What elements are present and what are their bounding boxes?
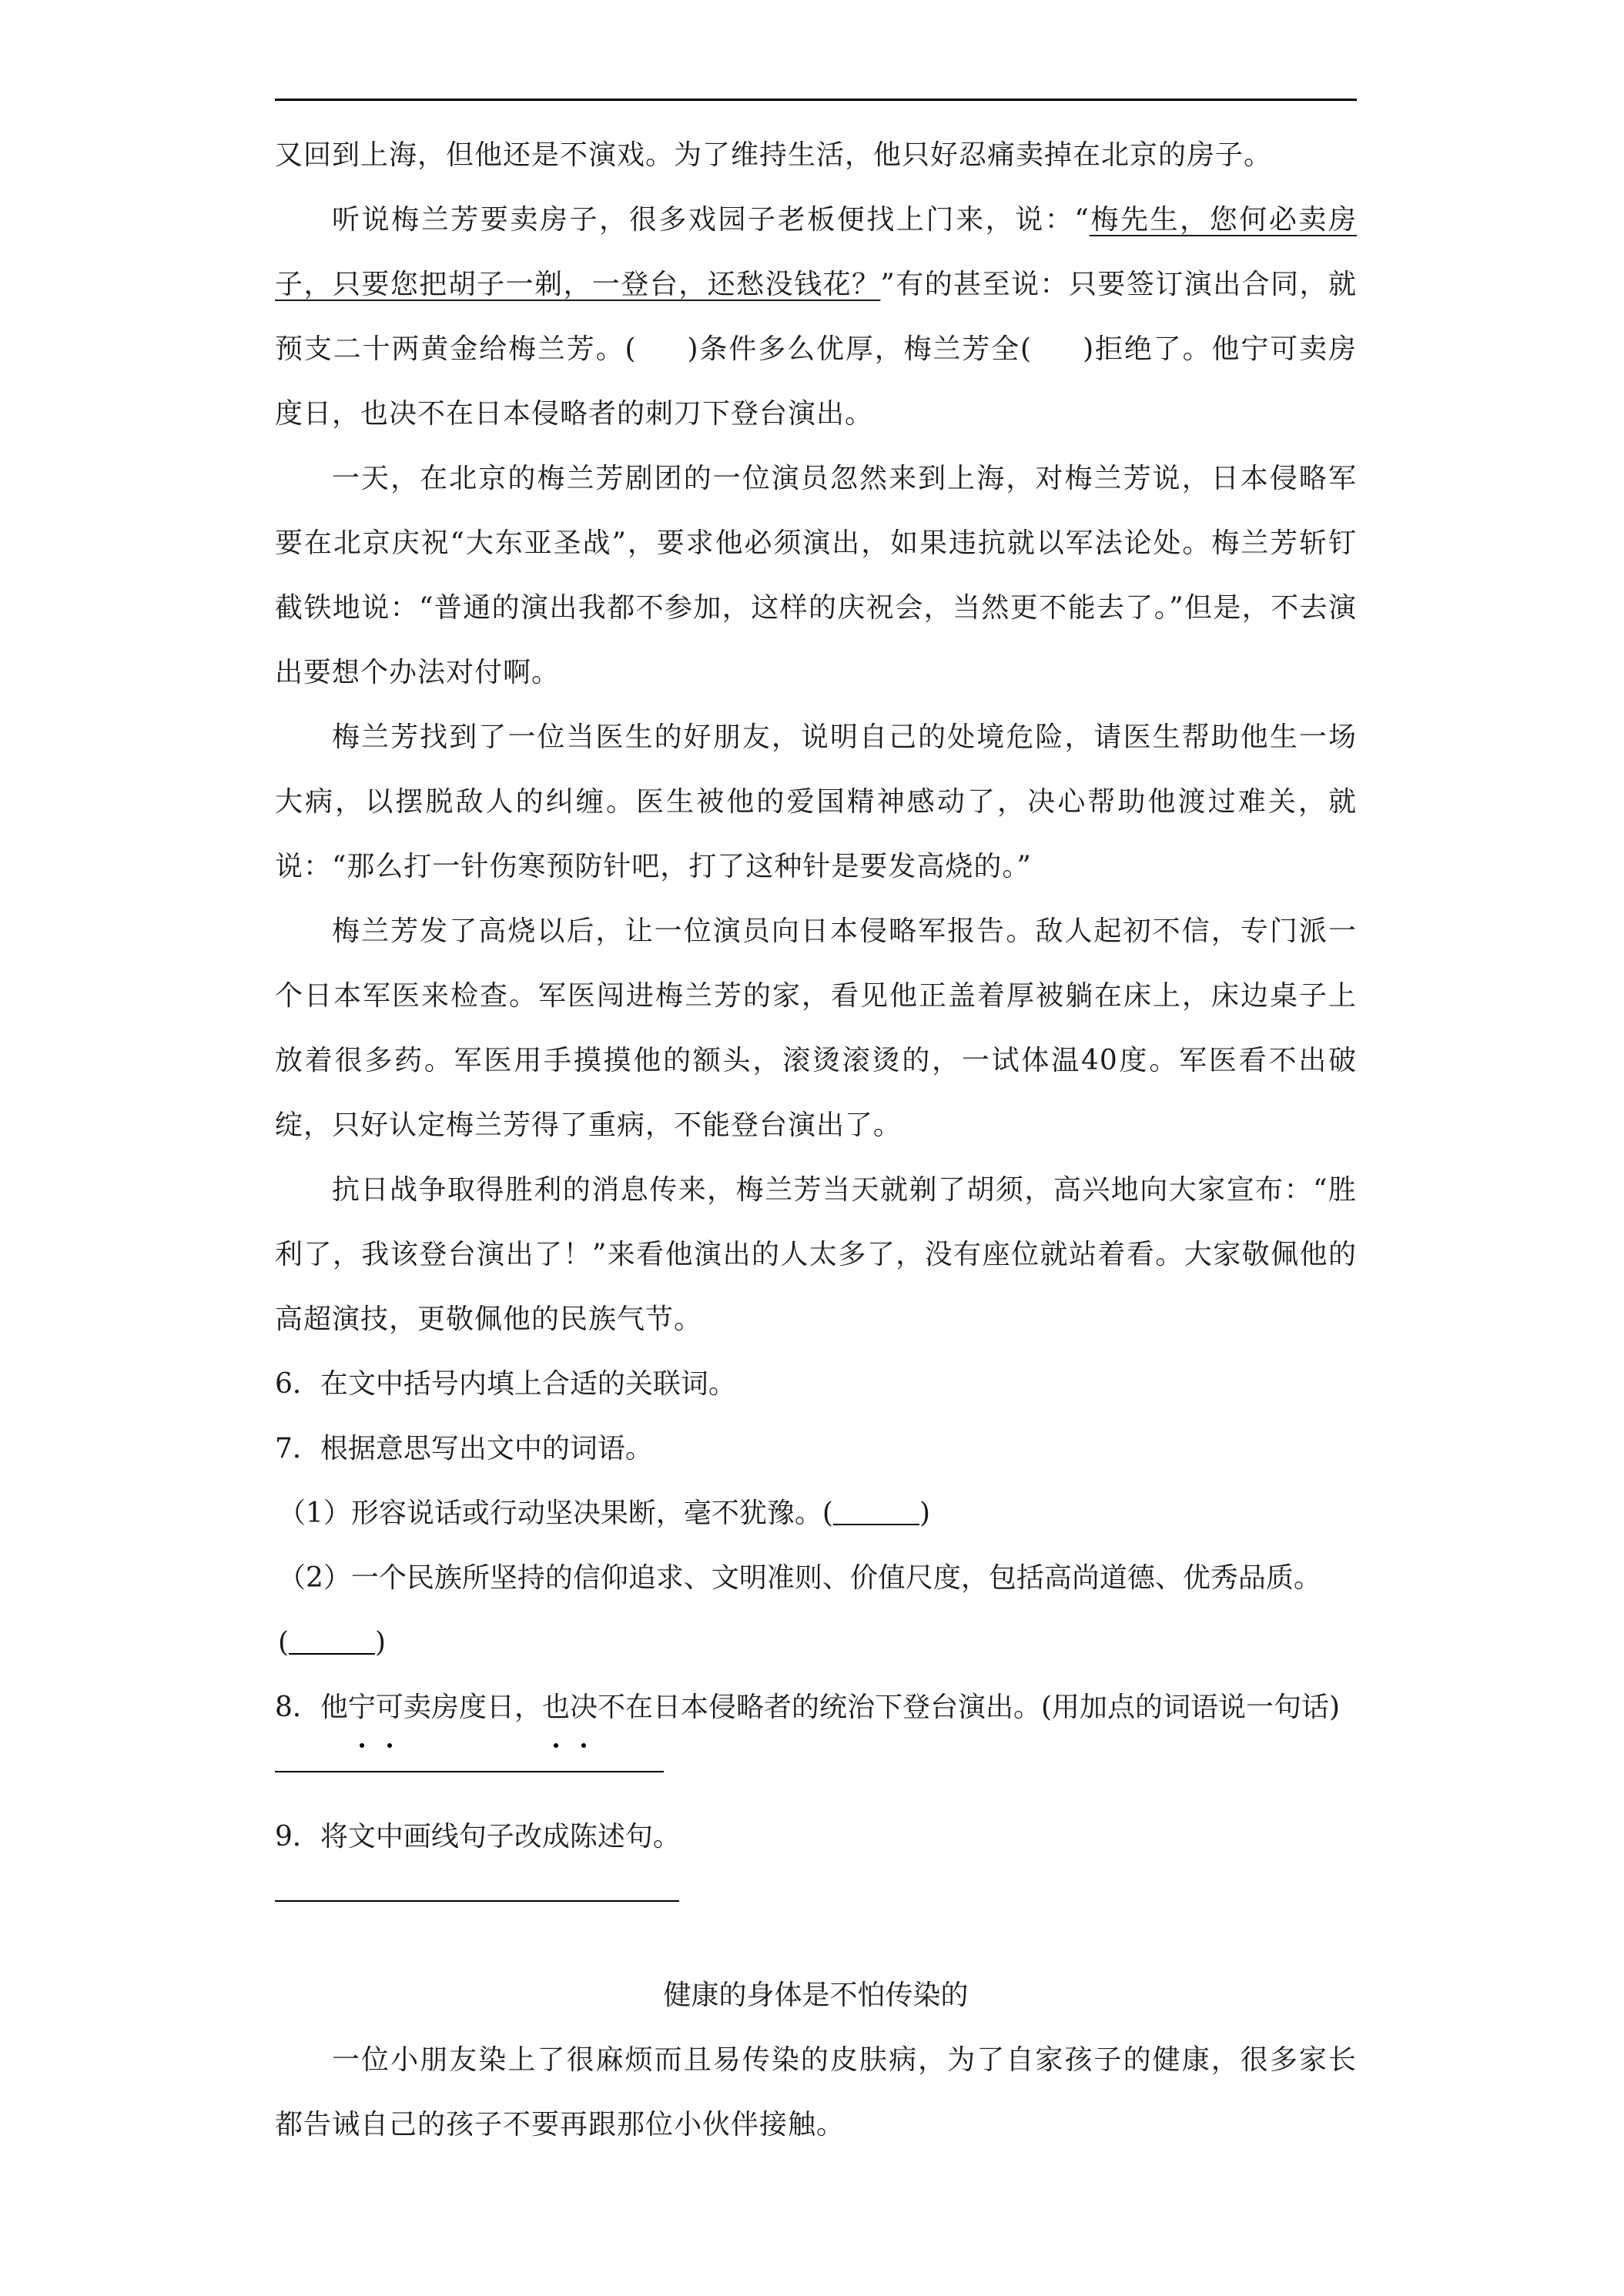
- passage-paragraph-6: 抗日战争取得胜利的消息传来，梅兰芳当天就剃了胡须，高兴地向大家宣布：“胜利了，我该登台演出了！”来看他演出的人太多了，没有座位就站着看。大家敬佩他的高超演技，更敬佩他的民族气节。: [275, 1174, 1357, 1335]
- dotted-char-1: 宁: [348, 1675, 376, 1740]
- q8-prefix: 8．他: [275, 1692, 348, 1723]
- passage-paragraph-3: 一天，在北京的梅兰芳剧团的一位演员忽然来到上海，对梅兰芳说，日本侵略军要在北京庆祝“大东亚圣战”，要求他必须演出，如果违抗就以军法论处。梅兰芳斩钉截铁地说：“普通的演出我都不参加，这样的庆祝会，当然更不能去了。”但是，不去演出要想个办法对付啊。: [275, 463, 1357, 688]
- q7-1-answer-blank[interactable]: [833, 1501, 919, 1525]
- q7-2-close: ): [375, 1627, 387, 1658]
- dotted-char-3: 也: [542, 1675, 570, 1740]
- p2-text-b: ”有的甚至说：只要签订演出合同，就预支二十两黄金给梅兰芳。(: [275, 269, 1357, 365]
- question-8: [275, 1675, 1357, 1740]
- q7-2-answer-blank[interactable]: [289, 1630, 375, 1655]
- q7-1-close: ): [919, 1498, 930, 1529]
- question-8-answer-line[interactable]: [275, 1740, 1357, 1805]
- question-7: 7．根据意思写出文中的词语。: [275, 1433, 653, 1464]
- story-title: 健康的身体是不怕传染的: [663, 1980, 969, 2011]
- passage-paragraph-5: 梅兰芳发了高烧以后，让一位演员向日本侵略军报告。敌人起初不信，专门派一个日本军医来检查。军医闯进梅兰芳的家，看见他正盖着厚被躺在床上，床边桌子上放着很多药。军医用手摸摸他的额头，滚烫滚烫的，一试体温40度。军医看不出破绽，只好认定梅兰芳得了重病，不能登台演出了。: [275, 915, 1357, 1141]
- p2-text-d: )拒绝了。他宁可卖房度日，也决不在日本侵略者的刺刀下登台演出。: [275, 333, 1358, 430]
- p2-text-a: 听说梅兰芳要卖房子，很多戏园子老板便找上门来，说：“: [332, 204, 1090, 236]
- p2-text-c: )条件多么优厚，梅兰芳全(: [687, 333, 1033, 365]
- dotted-char-4: 决: [570, 1675, 598, 1740]
- header-rule: [275, 99, 1357, 101]
- underlined-sentence: 梅先生，您何必卖房子，只要您把胡子一剃，一登台，还愁没钱花？: [275, 204, 1357, 300]
- question-7-1: [275, 1481, 1357, 1546]
- story-paragraph-1: 一位小朋友染上了很麻烦而且易传染的皮肤病，为了自家孩子的健康，很多家长都告诫自己的孩子不要再跟那位小伙伴接触。: [275, 2044, 1357, 2140]
- question-9: 9．将文中画线句子改成陈述句。: [275, 1821, 681, 1853]
- worksheet-content: [275, 123, 1357, 2157]
- q8-rest: 不在日本侵略者的统治下登台演出。(用加点的词语说一句话): [597, 1692, 1341, 1723]
- question-7-2: （2）一个民族所坚持的信仰追求、文明准则、价值尺度，包括高尚道德、优秀品质。: [278, 1562, 1321, 1594]
- q8-mid: 卖房度日，: [403, 1692, 542, 1723]
- passage-paragraph-2: [275, 188, 1357, 447]
- question-9-answer-line[interactable]: [275, 1869, 1357, 1934]
- q7-2-open: (: [278, 1627, 290, 1658]
- answer-underline: [275, 1900, 679, 1902]
- passage-paragraph-4: 梅兰芳找到了一位当医生的好朋友，说明自己的处境危险，请医生帮助他生一场大病，以摆脱敌人的纠缠。医生被他的爱国精神感动了，决心帮助他渡过难关，就说：“那么打一针伤寒预防针吧，打了这种针是要发高烧的。”: [275, 721, 1357, 882]
- question-6: 6．在文中括号内填上合适的关联词。: [275, 1368, 736, 1400]
- passage-paragraph-1: 又回到上海，但他还是不演戏。为了维持生活，他只好忍痛卖掉在北京的房子。: [275, 139, 1273, 171]
- answer-underline: [275, 1771, 664, 1772]
- q7-1-text: （1）形容说话或行动坚决果断，毫不犹豫。(: [278, 1498, 833, 1529]
- question-7-2-answer: [275, 1611, 1357, 1675]
- dotted-char-2: 可: [376, 1675, 403, 1740]
